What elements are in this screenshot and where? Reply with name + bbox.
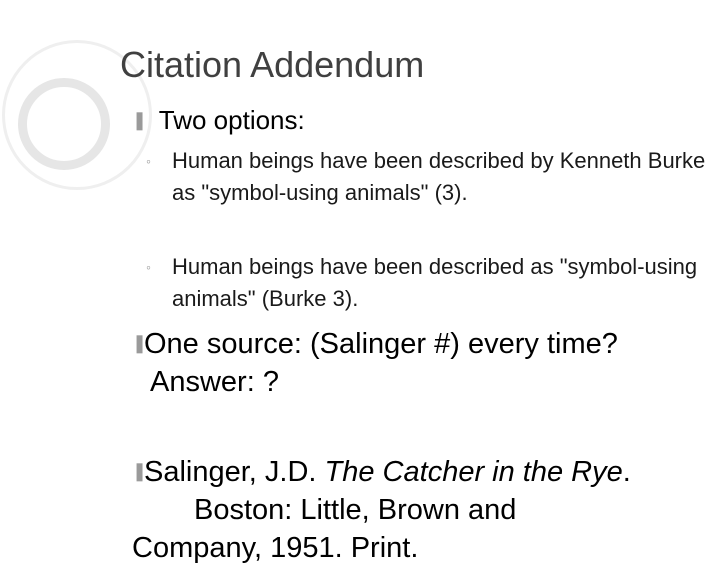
bullet-text: Two options: (158, 105, 305, 135)
bullet-one-source (132, 324, 618, 401)
slide-title: Citation Addendum (120, 44, 425, 85)
curl-bullet-icon: ❚ (132, 333, 148, 353)
ring-bullet-icon: ◦ (146, 153, 151, 169)
bullet-text: One source: (Salinger #) every time? (144, 328, 618, 360)
curl-bullet-icon: ❚ (132, 461, 148, 481)
sub-bullet-text: Human beings have been described as "symbol-using animals" (Burke 3). (172, 254, 698, 311)
bullet-citation (132, 452, 631, 567)
citation-line-3: Company, 1951. Print. (132, 532, 419, 564)
sub-bullet-2 (146, 251, 712, 315)
curl-bullet-icon: ❚ (132, 110, 148, 130)
citation-author: Salinger, J.D. (144, 456, 325, 488)
sub-bullet-text: Human beings have been described by Kenneth Burke as "symbol-using animals" (3). (172, 148, 706, 205)
bullet-two-options (132, 104, 305, 136)
citation-line-2: Boston: Little, Brown and (194, 494, 517, 526)
citation-book-title: The Catcher in the Rye (324, 456, 623, 488)
ring-bullet-icon: ◦ (146, 259, 151, 275)
answer-line: Answer: ? (150, 366, 279, 398)
citation-period: . (622, 456, 631, 488)
sub-bullet-1 (146, 145, 712, 209)
background-circle-decoration (18, 78, 110, 170)
